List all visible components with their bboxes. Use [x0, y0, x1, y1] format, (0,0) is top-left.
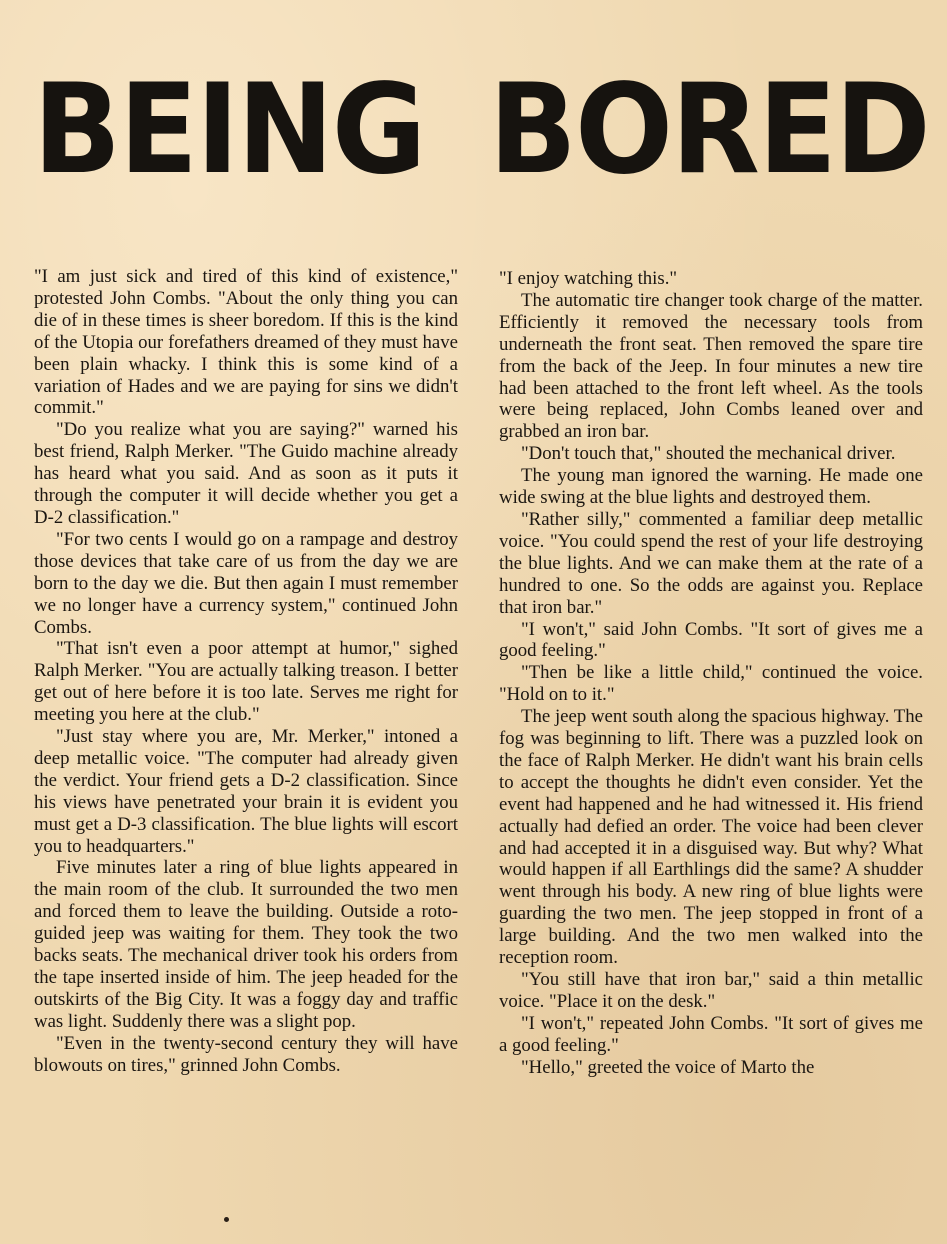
- paragraph: The young man ignored the warning. He made one wide swing at the blue lights and destroyed them.: [499, 465, 923, 509]
- paragraph: The automatic tire changer took charge of the matter. Efficiently it removed the necessary tools from underneath the front seat. Then removed the spare tire from the back of the Jeep. In four minutes a new tire had been attached to the front left wheel. As the tools were being replaced, John Combs leaned over and grabbed an iron bar.: [499, 289, 923, 443]
- ink-speck: [224, 1217, 229, 1222]
- paragraph: "Rather silly," commented a familiar deep metallic voice. "You could spend the rest of your life destroying the blue lights. And we can make them at the rate of a hundred to one. So the odds are against you. Replace that iron bar.": [499, 508, 923, 618]
- paragraph: The jeep went south along the spacious highway. The fog was beginning to lift. There was a puzzled look on the face of Ralph Merker. He didn't want his brain cells to accept the thoughts he didn't even consider. Yet the event had happened and he had witnessed it. His friend actually had defied an order. The voice had been clever and had accepted it in a disguised way. But why? What would happen if all Earthlings did the same? A shudder went through his body. A new ring of blue lights were guarding the two men. The jeep stopped in front of a large building. And the two men walked into the reception room.: [499, 706, 923, 969]
- right-text-column: [499, 268, 923, 1079]
- paragraph: "I won't," repeated John Combs. "It sort of gives me a good feeling.": [499, 1012, 923, 1056]
- paragraph: Five minutes later a ring of blue lights appeared in the main room of the club. It surrounded the two men and forced them to leave the building. Outside a roto-guided jeep was waiting for them. They took the two backs seats. The mechanical driver took his orders from the tape inserted inside of him. The jeep headed for the outskirts of the Big City. It was a foggy day and traffic was light. Suddenly there was a slight pop.: [34, 857, 458, 1032]
- paragraph: "Even in the twenty-second century they will have blowouts on tires," grinned John Combs.: [34, 1032, 458, 1076]
- paragraph: "I am just sick and tired of this kind of existence," protested John Combs. "About the only thing you can die of in these times is sheer boredom. If this is the kind of the Utopia our forefathers dreamed of they must have been plain whacky. I think this is some kind of a variation of Hades and we are paying for sins we didn't commit.": [34, 266, 458, 419]
- paragraph: "You still have that iron bar," said a thin metallic voice. "Place it on the desk.": [499, 969, 923, 1012]
- paragraph: "Don't touch that," shouted the mechanical driver.: [521, 443, 896, 465]
- paragraph: "Just stay where you are, Mr. Merker," intoned a deep metallic voice. "The computer had already given the verdict. Your friend gets a D-2 classification. Since his views have penetrated your brain it is evident you must get a D-3 classification. The blue lights will escort you to headquarters.": [34, 726, 458, 857]
- left-text-column: [34, 266, 458, 1077]
- paragraph: "Do you realize what you are saying?" warned his best friend, Ralph Merker. "The Guido machine already has heard what you said. And as soon as it puts it through the computer it will decide whether you get a D-2 classification.": [34, 419, 458, 528]
- paragraph: "That isn't even a poor attempt at humor," sighed Ralph Merker. "You are actually talking treason. I better get out of here before it is too late. Serves me right for meeting you here at the club.": [34, 638, 458, 726]
- paragraph: "I won't," said John Combs. "It sort of gives me a good feeling.": [499, 618, 923, 662]
- paragraph: "Then be like a little child," continued the voice. "Hold on to it.": [499, 662, 923, 706]
- paragraph: "For two cents I would go on a rampage and destroy those devices that take care of us from the day we are born to the day we die. But then again I must remember we no longer have a currency system," continued John Combs.: [34, 528, 458, 638]
- paragraph: "I enjoy watching this.": [499, 268, 678, 289]
- story-title: BEING BORED: [33, 58, 929, 202]
- paragraph: "Hello," greeted the voice of Marto the: [521, 1056, 815, 1078]
